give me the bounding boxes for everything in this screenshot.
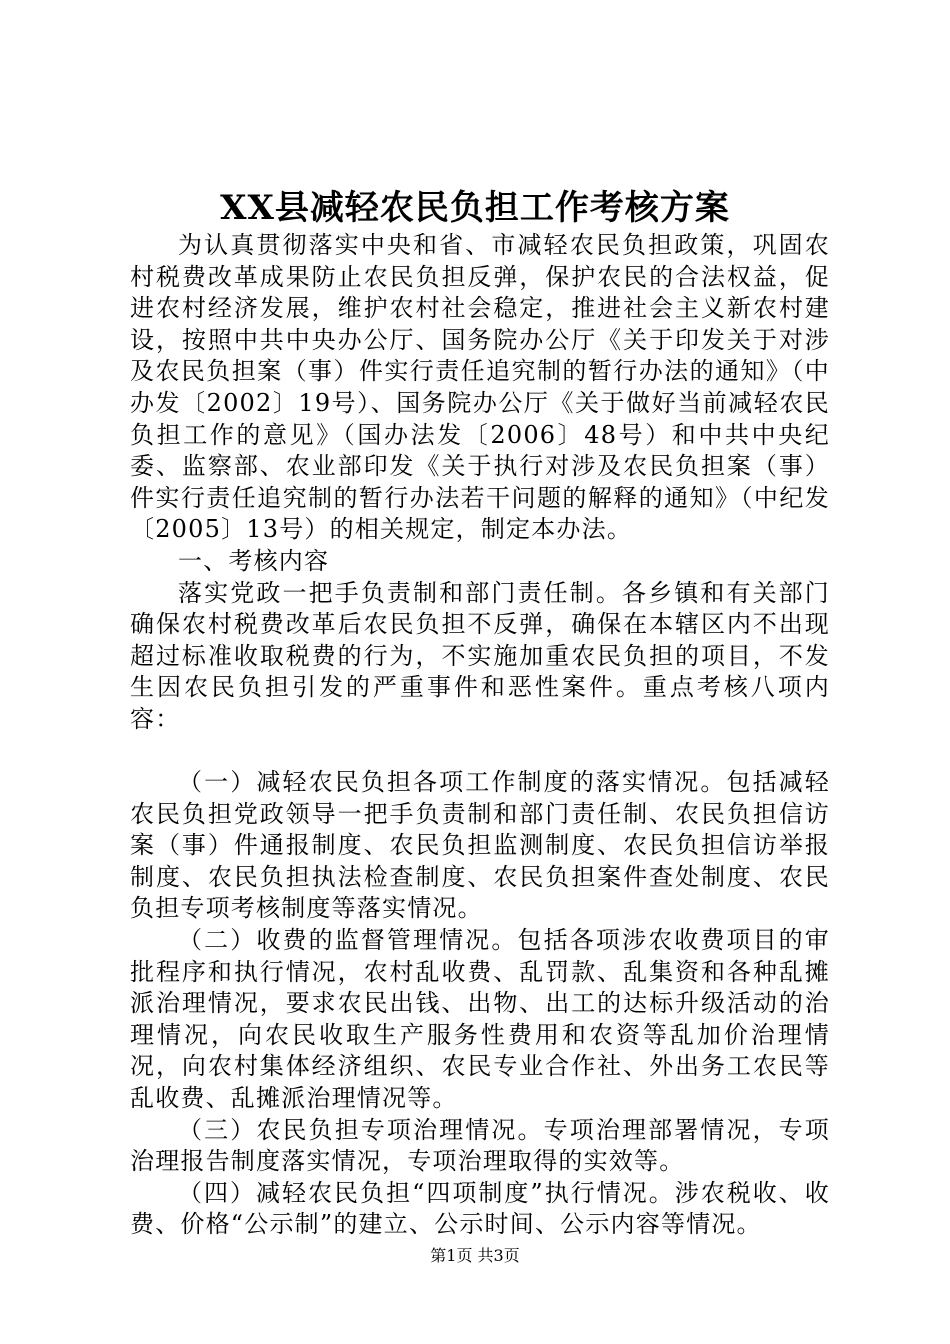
document-title: XX县减轻农民负担工作考核方案 bbox=[220, 188, 730, 228]
item-paragraph-4: （四）减轻农民负担“四项制度”执行情况。涉农税收、收费、价格“公示制”的建立、公示时间、公示内容等情况。 bbox=[130, 1178, 830, 1239]
intro-paragraph: 为认真贯彻落实中央和省、市减轻农民负担政策，巩固农村税费改革成果防止农民负担反弹，保护农民的合法权益，促进农村经济发展，维护农村社会稳定，推进社会主义新农村建设，按照中共中央办公厅、国务院办公厅《关于印发关于对涉及农民负担案（事）件实行责任追究制的暂行办法的通知》（中办发〔2002〕19号）、国务院办公厅《关于做好当前减轻农民负担工作的意见》（国办法发〔2006〕48号）和中共中央纪委、监察部、农业部印发《关于执行对涉及农民负担案（事）件实行责任追究制的暂行办法若干问题的解释的通知》（中纪发〔2005〕13号）的相关规定，制定本办法。 bbox=[130, 231, 830, 544]
section-paragraph: 落实党政一把手负责制和部门责任制。各乡镇和有关部门确保农村税费改革后农民负担不反弹，确保在本辖区内不出现超过标准收取税费的行为，不实施加重农民负担的项目，不发生因农民负担引发的严重事件和恶性案件。重点考核八项内容： bbox=[130, 578, 830, 733]
item-paragraph-2: （二）收费的监督管理情况。包括各项涉农收费项目的审批程序和执行情况，农村乱收费、乱罚款、乱集资和各种乱摊派治理情况，要求农民出钱、出物、出工的达标升级活动的治理情况，向农民收取生产服务性费用和农资等乱加价治理情况，向农村集体经济组织、农民专业合作社、外出务工农民等乱收费、乱摊派治理情况等。 bbox=[130, 926, 830, 1113]
item-paragraph-3: （三）农民负担专项治理情况。专项治理部署情况，专项治理报告制度落实情况，专项治理取得的实效等。 bbox=[130, 1115, 830, 1176]
page-footer: 第1页 共3页 bbox=[430, 1246, 520, 1265]
document-body bbox=[130, 230, 830, 1241]
section-heading: 一、考核内容 bbox=[178, 546, 330, 575]
item-paragraph-1: （一）减轻农民负担各项工作制度的落实情况。包括减轻农民负担党政领导一把手负责制和部门责任制、农民负担信访案（事）件通报制度、农民负担监测制度、农民负担信访举报制度、农民负担执法检查制度、农民负担案件查处制度、农民负担专项考核制度等落实情况。 bbox=[130, 768, 830, 923]
